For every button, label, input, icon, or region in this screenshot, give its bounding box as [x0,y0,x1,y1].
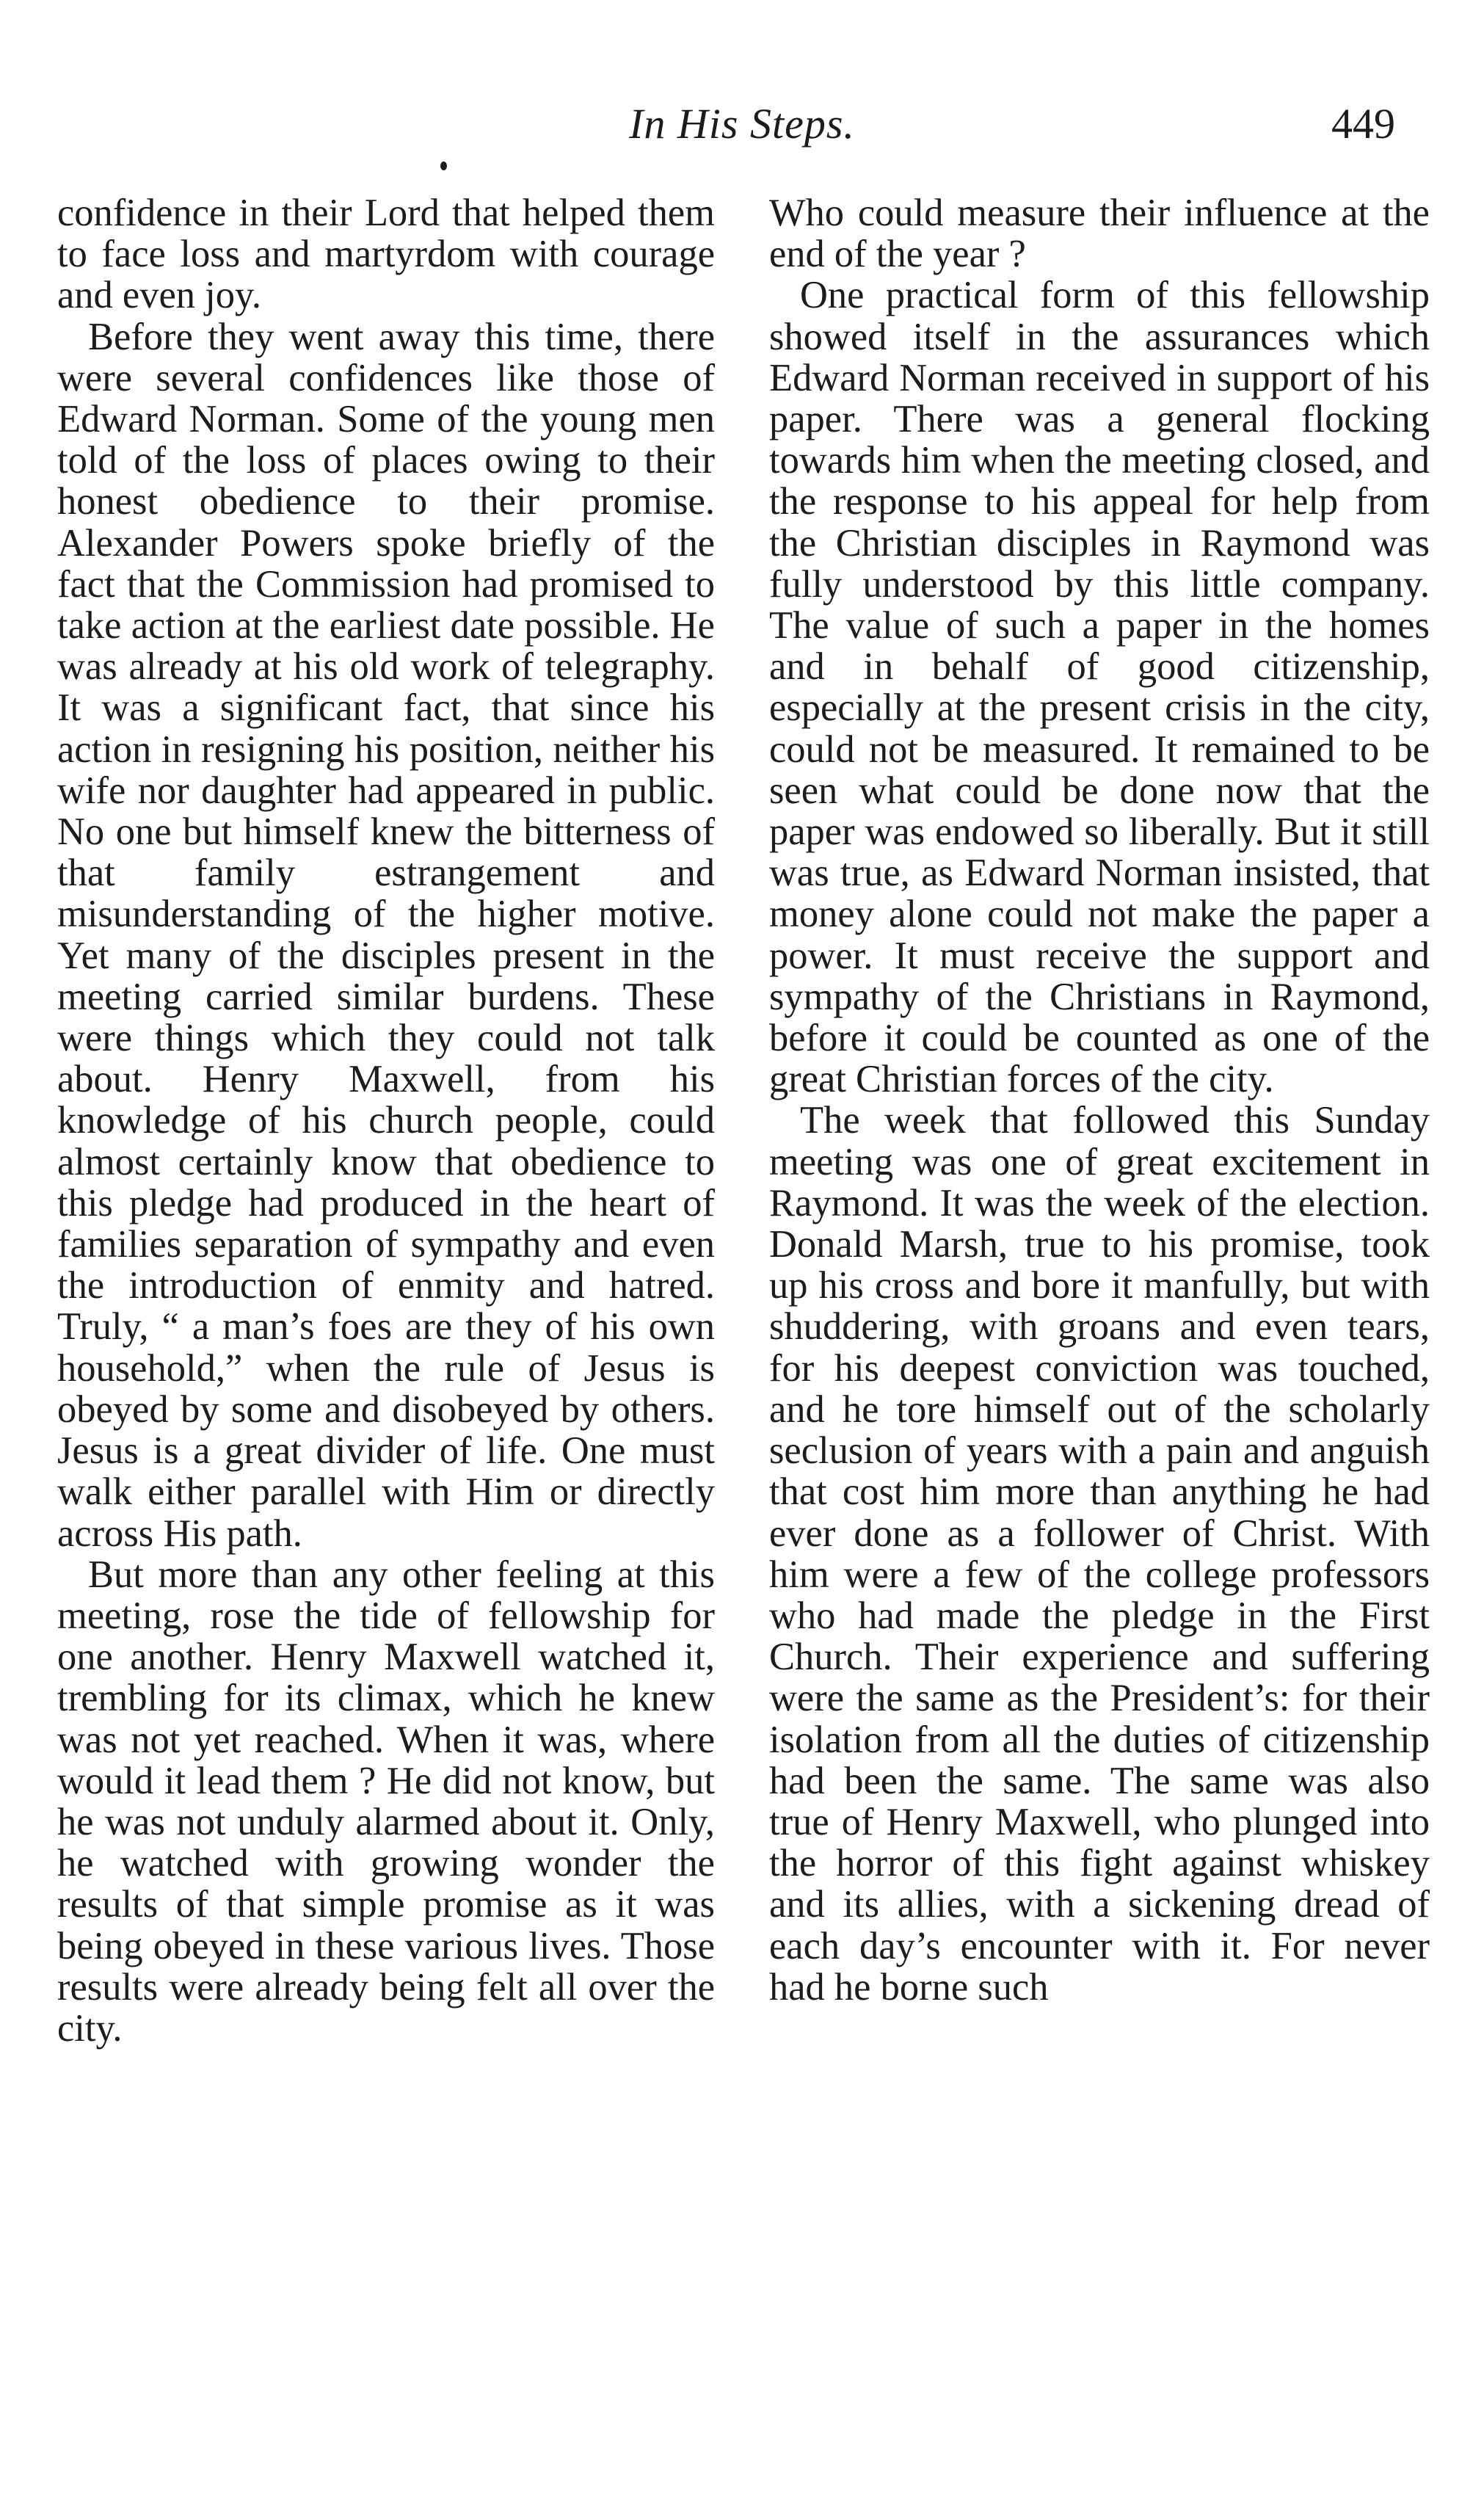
paragraph-right-2: One practical form of this fellowship showed itself in the assurances which Edward Norman received in support of his paper. There was a general flocking towards him when the meeting closed, and the response to his appeal for help from the Christian disciples in Raymond was fully understood by this little company. The value of such a paper in the homes and in behalf of good citizenship, especially at the present crisis in the city, could not be measured. It remained to be seen what could be done now that the paper was endowed so liberally. But it still was true, as Edward Norman insisted, that money alone could not make the paper a power. It must receive the support and sympathy of the Christians in Raymond, before it could be counted as one of the great Christian forces of the city. [769,274,1430,1101]
paragraph-right-1: Who could measure their influence at the end of the year ? [769,192,1430,276]
left-column [57,192,715,2049]
page-number: 449 [1331,100,1395,148]
paragraph-right-3: The week that followed this Sunday meeting was one of great excitement in Raymond. It was the week of the election. Donald Marsh, true to his promise, took up his cross and bore it manfully, but with shuddering, with groans and even tears, for his deepest conviction was touched, and he tore himself out of the scholarly seclusion of years with a pain and anguish that cost him more than anything he had ever done as a follower of Christ. With him were a few of the college professors who had made the pledge in the First Church. Their experience and suffering were the same as the President’s: for their isolation from all the duties of citizenship had been the same. The same was also true of Henry Maxwell, who plunged into the horror of this fight against whiskey and its allies, with a sickening dread of each day’s encounter with it. For never had he borne such [769,1099,1430,2009]
right-column [769,192,1430,2008]
paragraph-left-3: But more than any other feeling at this meeting, rose the tide of fellowship for one another. Henry Maxwell watched it, trembling for its climax, which he knew was not yet reached. When it was, where would it lead them ? He did not know, but he was not unduly alarmed about it. Only, he watched with growing wonder the results of that simple promise as it was being obeyed in these various lives. Those results were already being felt all over the city. [57,1553,715,2050]
paragraph-left-1: confidence in their Lord that helped them to face loss and martyrdom with courage and even joy. [57,192,715,317]
running-title: In His Steps. [629,100,855,148]
print-speck [440,162,447,170]
paragraph-left-2: Before they went away this time, there were several confidences like those of Edward Norman. Some of the young men told of the loss of places owing to their honest obedience to their promise. Alexander Powers spoke briefly of the fact that the Commission had promised to take action at the earliest date possible. He was already at his old work of telegraphy. It was a significant fact, that since his action in resigning his position, neither his wife nor daughter had appeared in public. No one but himself knew the bitterness of that family estrangement and misunderstanding of the higher motive. Yet many of the disciples present in the meeting carried similar burdens. These were things which they could not talk about. Henry Maxwell, from his knowledge of his church people, could almost certainly know that obedience to this pledge had produced in the heart of families separation of sympathy and even the introduction of enmity and hatred. Truly, “ a man’s foes are they of his own household,” when the rule of Jesus is obeyed by some and disobeyed by others. Jesus is a great divider of life. One must walk either parallel with Him or directly across His path. [57,315,715,1555]
